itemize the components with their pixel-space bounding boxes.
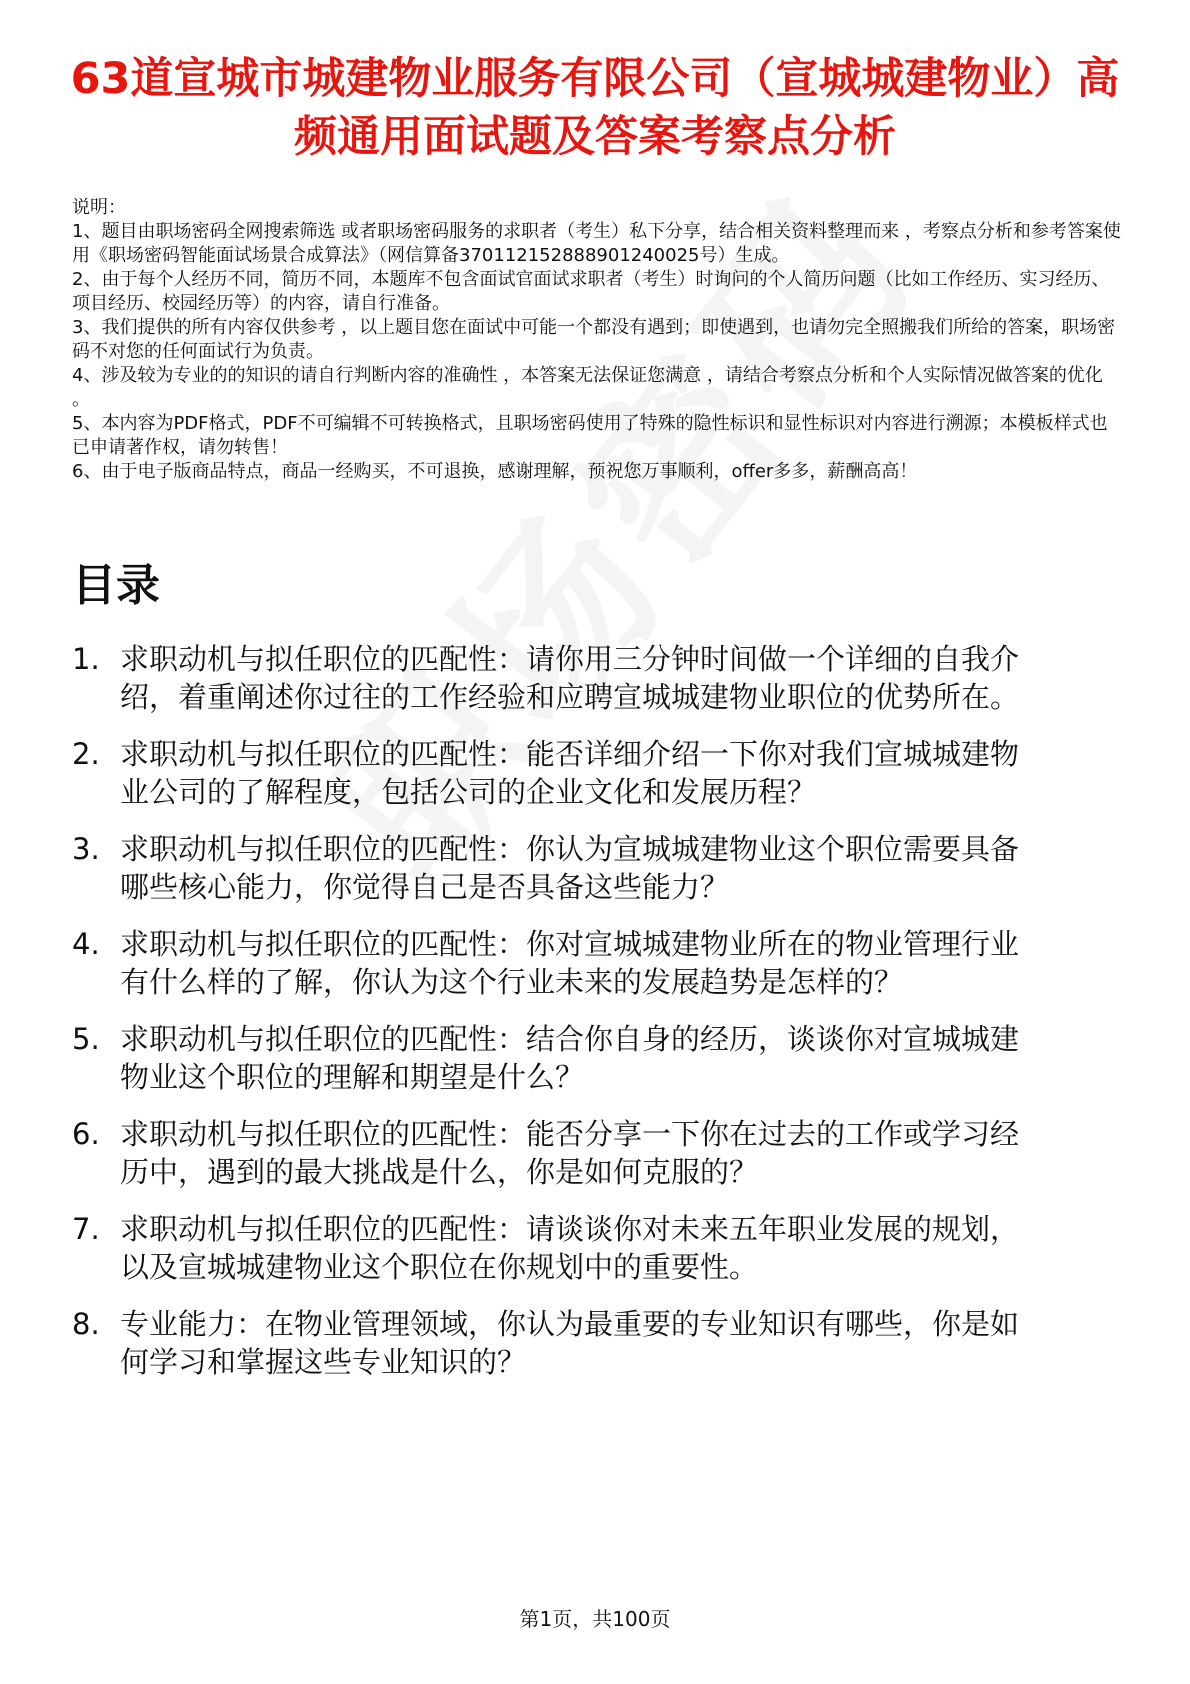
document-title: 63道宣城市城建物业服务有限公司（宣城城建物业）高频通用面试题及答案考察点分析	[70, 54, 1120, 162]
note-item: 3、我们提供的所有内容仅供参考 ，以上题目您在面试中可能一个都没有遇到；即使遇到，也请勿完全照搬我们所给的答案，职场密码不对您的任何面试行为负责。	[72, 317, 1116, 362]
toc-item[interactable]	[72, 640, 1112, 716]
toc-item[interactable]	[72, 925, 1112, 1001]
note-item: 5、本内容为PDF格式，PDF不可编辑不可转换格式，且职场密码使用了特殊的隐性标识和显性标识对内容进行溯源；本模板样式也已申请著作权，请勿转售！	[72, 413, 1108, 458]
toc-item-text: 求职动机与拟任职位的匹配性：能否分享一下你在过去的工作或学习经历中，遇到的最大挑战是什么，你是如何克服的？	[120, 1117, 1020, 1189]
toc-item-text: 求职动机与拟任职位的匹配性：你对宣城城建物业所在的物业管理行业有什么样的了解，你认为这个行业未来的发展趋势是怎样的？	[120, 927, 1020, 999]
toc-item-text: 求职动机与拟任职位的匹配性：结合你自身的经历，谈谈你对宣城城建物业这个职位的理解和期望是什么？	[120, 1022, 1020, 1094]
toc-list	[72, 640, 1112, 1400]
toc-item[interactable]	[72, 1115, 1112, 1191]
notes-heading: 说明：	[72, 197, 126, 218]
toc-item[interactable]	[72, 1305, 1112, 1381]
toc-item[interactable]	[72, 1210, 1112, 1286]
toc-item-number: 7.	[72, 1212, 100, 1246]
toc-item[interactable]	[72, 735, 1112, 811]
notes-section	[72, 196, 1122, 484]
toc-item-number: 5.	[72, 1022, 100, 1056]
toc-item-number: 4.	[72, 927, 100, 961]
page-footer: 第1页，共100页	[519, 1607, 671, 1631]
toc-item-number: 1.	[72, 642, 100, 676]
note-item: 1、题目由职场密码全网搜索筛选 或者职场密码服务的求职者（考生）私下分享，结合相关资料整理而来 ，考察点分析和参考答案使用《职场密码智能面试场景合成算法》（网信算备370112152888901240025号）生成。	[72, 221, 1121, 266]
toc-item-number: 8.	[72, 1307, 100, 1341]
note-item: 4、涉及较为专业的的知识的请自行判断内容的准确性 ，本答案无法保证您满意 ，请结合考察点分析和个人实际情况做答案的优化 。	[72, 365, 1103, 410]
toc-item-text: 求职动机与拟任职位的匹配性：你认为宣城城建物业这个职位需要具备哪些核心能力，你觉得自己是否具备这些能力？	[120, 832, 1020, 904]
toc-item-number: 2.	[72, 737, 100, 771]
toc-item-text: 求职动机与拟任职位的匹配性：请你用三分钟时间做一个详细的自我介绍，着重阐述你过往的工作经验和应聘宣城城建物业职位的优势所在。	[120, 642, 1020, 714]
toc-item-text: 求职动机与拟任职位的匹配性：请谈谈你对未来五年职业发展的规划，以及宣城城建物业这个职位在你规划中的重要性。	[120, 1212, 1020, 1284]
note-item: 2、由于每个人经历不同，简历不同，本题库不包含面试官面试求职者（考生）时询问的个人简历问题（比如工作经历、实习经历、项目经历、校园经历等）的内容，请自行准备。	[72, 269, 1110, 314]
toc-item[interactable]	[72, 1020, 1112, 1096]
note-item: 6、由于电子版商品特点，商品一经购买，不可退换，感谢理解，预祝您万事顺利，offer多多，薪酬高高！	[72, 461, 918, 482]
toc-item[interactable]	[72, 830, 1112, 906]
toc-item-text: 求职动机与拟任职位的匹配性：能否详细介绍一下你对我们宣城城建物业公司的了解程度，包括公司的企业文化和发展历程？	[120, 737, 1020, 809]
toc-item-number: 6.	[72, 1117, 100, 1151]
toc-item-text: 专业能力：在物业管理领域，你认为最重要的专业知识有哪些，你是如何学习和掌握这些专业知识的？	[120, 1307, 1020, 1379]
toc-item-number: 3.	[72, 832, 100, 866]
toc-heading: 目录	[72, 560, 160, 611]
